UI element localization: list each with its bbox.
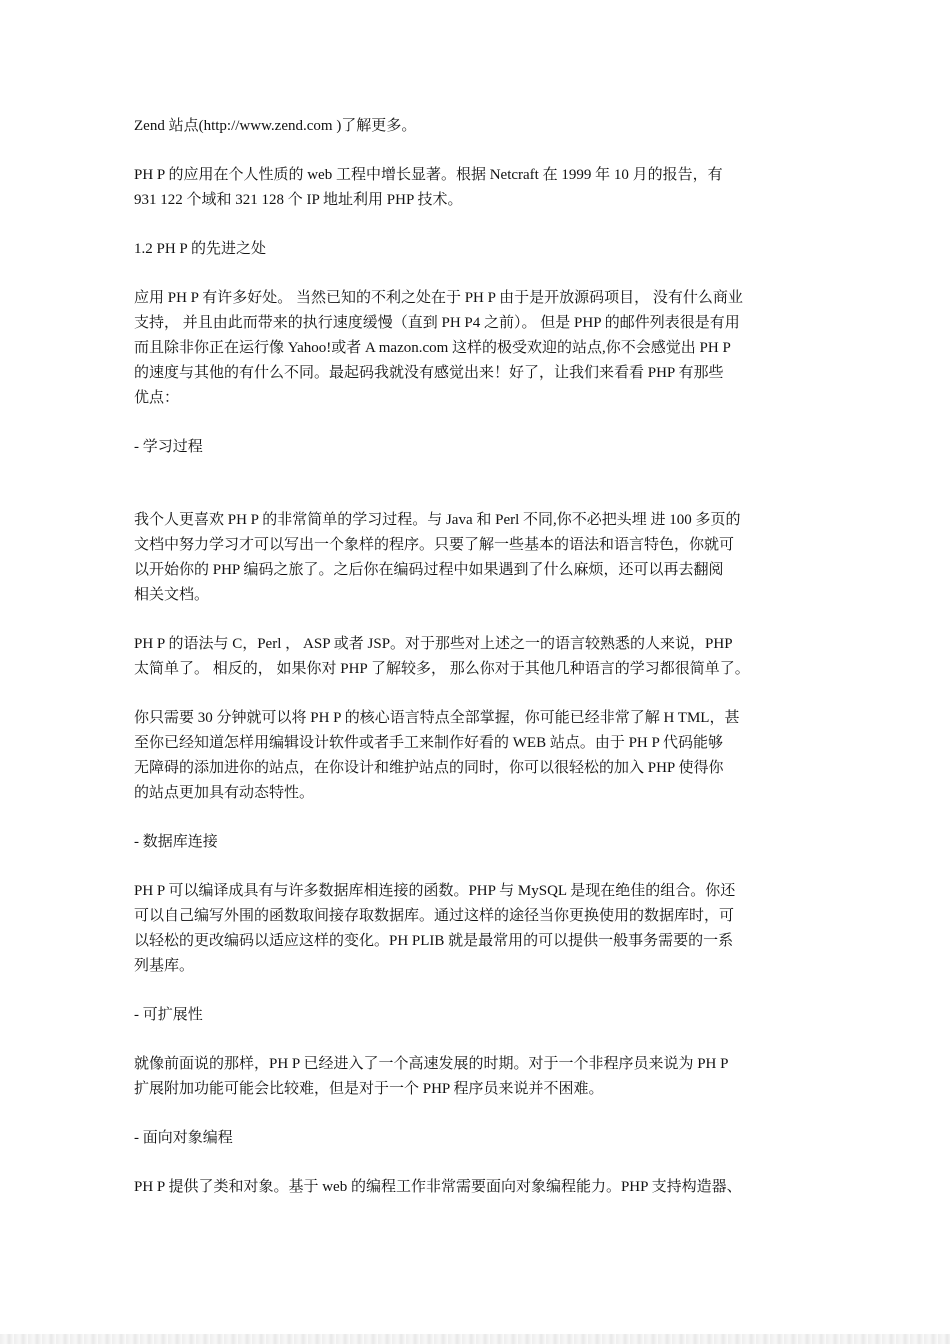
text-line: 列基库。 bbox=[134, 958, 195, 974]
paragraph-zend-site bbox=[134, 114, 834, 139]
text-line: 支持， 并且由此而带来的执行速度缓慢（直到 PH P4 之前）。 但是 PHP 的邮件列表很是有用 bbox=[134, 315, 740, 331]
paragraph-database bbox=[134, 879, 834, 979]
text-line: PH P 的语法与 C，Perl ， ASP 或者 JSP。对于那些对上述之一的语言较熟悉的人来说，PHP bbox=[134, 636, 733, 652]
text-line: 的速度与其他的有什么不同。最起码我就没有感觉出来！好了，让我们来看看 PHP 有那些 bbox=[134, 365, 724, 381]
heading-text: - 面向对象编程 bbox=[134, 1130, 233, 1146]
text-line: 931 122 个域和 321 128 个 IP 地址利用 PHP 技术。 bbox=[134, 192, 463, 208]
text-line: PH P 可以编译成具有与许多数据库相连接的函数。PHP 与 MySQL 是现在绝佳的组合。你还 bbox=[134, 883, 736, 899]
paragraph-php-benefits bbox=[134, 286, 834, 411]
text-line: 而且除非你正在运行像 Yahoo!或者 A mazon.com 这样的极受欢迎的站点,你不会感觉出 PH P bbox=[134, 340, 731, 356]
subheading-learning bbox=[134, 435, 834, 460]
text-line: 应用 PH P 有许多好处。 当然已知的不利之处在于 PH P 由于是开放源码项目， 没有什么商业 bbox=[134, 290, 743, 306]
subheading-database bbox=[134, 830, 834, 855]
text-line: 文档中努力学习才可以写出一个象样的程序。只要了解一些基本的语法和语言特色，你就可 bbox=[134, 537, 735, 553]
section-heading-advantages bbox=[134, 237, 834, 262]
heading-text: - 学习过程 bbox=[134, 439, 203, 455]
text-line: 相关文档。 bbox=[134, 587, 210, 603]
spacer bbox=[134, 484, 834, 508]
text-line: 太简单了。 相反的， 如果你对 PHP 了解较多， 那么你对于其他几种语言的学习都很简单了。 bbox=[134, 661, 750, 677]
text-line: PH P 的应用在个人性质的 web 工程中增长显著。根据 Netcraft 在 1999 年 10 月的报告，有 bbox=[134, 167, 723, 183]
paragraph-oop bbox=[134, 1175, 834, 1200]
text-line: 可以自己编写外围的函数取间接存取数据库。通过这样的途径当你更换使用的数据库时，可 bbox=[134, 908, 735, 924]
document-body bbox=[134, 114, 834, 1224]
text-line: 就像前面说的那样，PH P 已经进入了一个高速发展的时期。对于一个非程序员来说为 PH P bbox=[134, 1056, 729, 1072]
text-line: 优点： bbox=[134, 390, 180, 406]
text-line: 扩展附加功能可能会比较难，但是对于一个 PHP 程序员来说并不困难。 bbox=[134, 1081, 604, 1097]
page-bottom-edge bbox=[0, 1334, 950, 1344]
heading-text: - 数据库连接 bbox=[134, 834, 218, 850]
text-line: 以开始你的 PHP 编码之旅了。之后你在编码过程中如果遇到了什么麻烦，还可以再去翻阅 bbox=[134, 562, 724, 578]
text-line: 我个人更喜欢 PH P 的非常简单的学习过程。与 Java 和 Perl 不同,你不必把头埋 进 100 多页的 bbox=[134, 512, 741, 528]
paragraph-extensibility bbox=[134, 1052, 834, 1102]
subheading-extensibility bbox=[134, 1003, 834, 1028]
text-line: 的站点更加具有动态特性。 bbox=[134, 785, 315, 801]
heading-text: 1.2 PH P 的先进之处 bbox=[134, 241, 266, 257]
text-line: Zend 站点(http://www.zend.com )了解更多。 bbox=[134, 118, 417, 134]
paragraph-netcraft-report bbox=[134, 163, 834, 213]
text-line: 至你已经知道怎样用编辑设计软件或者手工来制作好看的 WEB 站点。由于 PH P 代码能够 bbox=[134, 735, 724, 751]
paragraph-syntax bbox=[134, 632, 834, 682]
heading-text: - 可扩展性 bbox=[134, 1007, 203, 1023]
text-line: PH P 提供了类和对象。基于 web 的编程工作非常需要面向对象编程能力。PHP 支持构造器、 bbox=[134, 1179, 742, 1195]
text-line: 无障碍的添加进你的站点，在你设计和维护站点的同时，你可以很轻松的加入 PHP 使得你 bbox=[134, 760, 724, 776]
text-line: 你只需要 30 分钟就可以将 PH P 的核心语言特点全部掌握，你可能已经非常了解 H TML，甚 bbox=[134, 710, 740, 726]
paragraph-30-minutes bbox=[134, 706, 834, 806]
paragraph-learning bbox=[134, 508, 834, 608]
subheading-oop bbox=[134, 1126, 834, 1151]
text-line: 以轻松的更改编码以适应这样的变化。PH PLIB 就是最常用的可以提供一般事务需要的一系 bbox=[134, 933, 734, 949]
